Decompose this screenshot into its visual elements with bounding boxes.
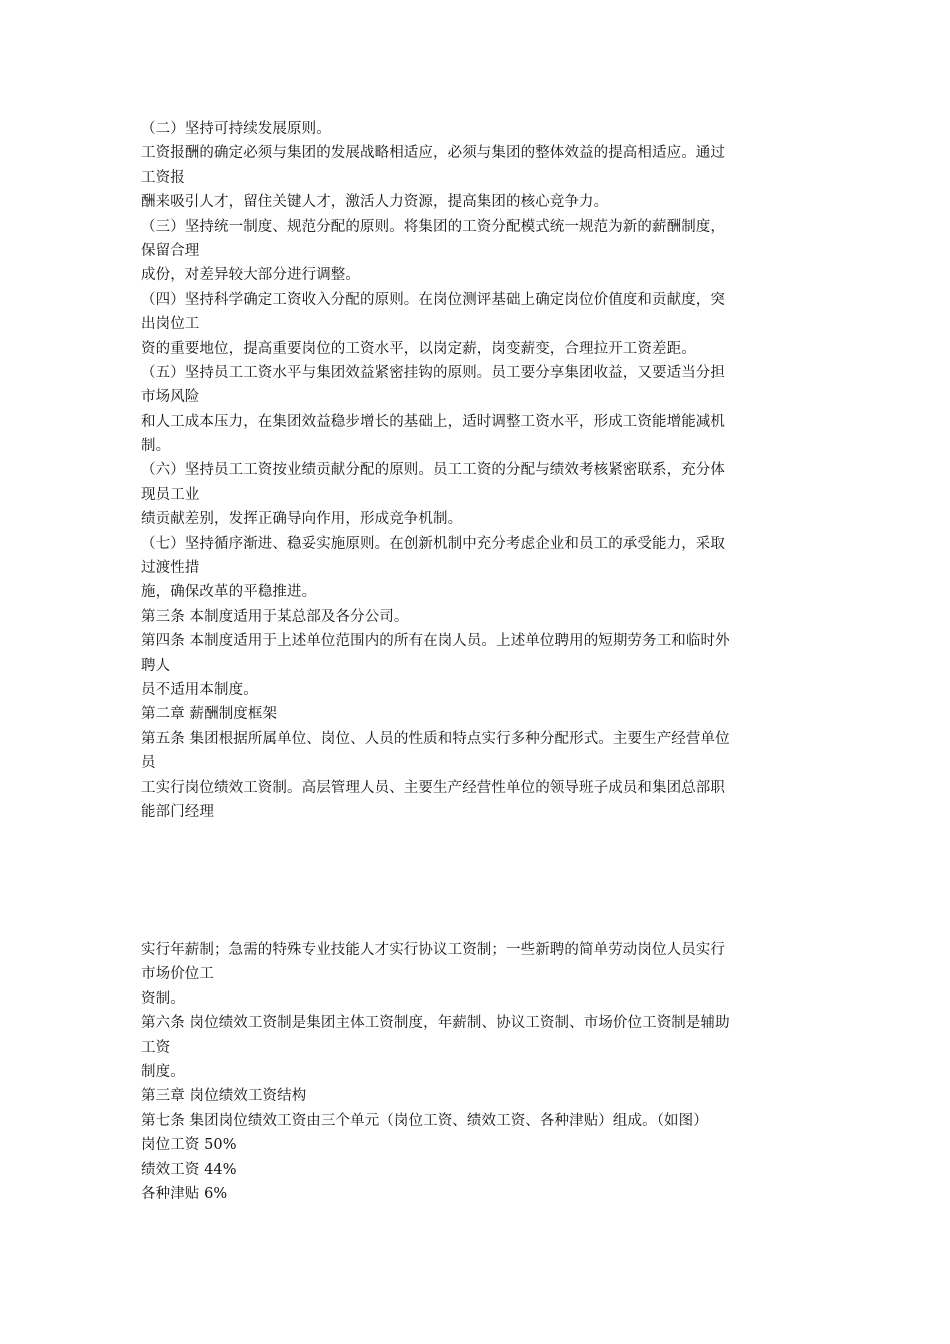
- text-line: 过渡性措: [141, 560, 200, 577]
- text-line: 工实行岗位绩效工资制。高层管理人员、主要生产经营性单位的领导班子成员和集团总部职: [141, 779, 725, 796]
- text-line: 制度。: [141, 1063, 185, 1080]
- text-line: 工资: [141, 1039, 171, 1056]
- text-line: 聘人: [141, 657, 171, 674]
- article-5: 第五条 集团根据所属单位、岗位、人员的性质和特点实行多种分配形式。主要生产经营单位: [141, 730, 730, 747]
- text-line: （四）坚持科学确定工资收入分配的原则。在岗位测评基础上确定岗位价值度和贡献度，突: [141, 291, 725, 308]
- text-line: 员: [141, 755, 156, 772]
- text-line: 施，确保改革的平稳推进。: [141, 584, 317, 601]
- text-line: 保留合理: [141, 242, 200, 259]
- text-line: 工资报酬的确定必须与集团的发展战略相适应，必须与集团的整体效益的提高相适应。通过: [141, 145, 725, 162]
- text-line: 成份，对差异较大部分进行调整。: [141, 267, 360, 284]
- text-line: （六）坚持员工工资按业绩贡献分配的原则。员工工资的分配与绩效考核紧密联系，充分体: [141, 462, 725, 479]
- text-line: 资制。: [141, 990, 185, 1007]
- text-line: 市场风险: [141, 389, 200, 406]
- text-line: 出岗位工: [141, 316, 200, 333]
- text-line: 资的重要地位，提高重要岗位的工资水平，以岗定薪，岗变薪变，合理拉开工资差距。: [141, 340, 696, 357]
- chapter-heading: 第二章 薪酬制度框架: [141, 706, 278, 723]
- salary-component-post: 岗位工资 50%: [141, 1137, 237, 1154]
- article-3: 第三条 本制度适用于某总部及各分公司。: [141, 608, 409, 625]
- article-6: 第六条 岗位绩效工资制是集团主体工资制度，年薪制、协议工资制、市场价位工资制是辅助: [141, 1015, 730, 1032]
- text-line: 制。: [141, 438, 171, 455]
- text-line: （七）坚持循序渐进、稳妥实施原则。在创新机制中充分考虑企业和员工的承受能力，采取: [141, 535, 725, 552]
- chapter-heading: 第三章 岗位绩效工资结构: [141, 1088, 307, 1105]
- text-line: 现员工业: [141, 486, 200, 503]
- salary-component-performance: 绩效工资 44%: [141, 1161, 237, 1178]
- article-7: 第七条 集团岗位绩效工资由三个单元（岗位工资、绩效工资、各种津贴）组成。（如图）: [141, 1112, 708, 1129]
- text-line: 实行年薪制；急需的特殊专业技能人才实行协议工资制；一些新聘的简单劳动岗位人员实行: [141, 942, 725, 958]
- text-line: 酬来吸引人才，留住关键人才，激活人力资源，提高集团的核心竞争力。: [141, 194, 609, 211]
- article-4: 第四条 本制度适用于上述单位范围内的所有在岗人员。上述单位聘用的短期劳务工和临时外: [141, 633, 730, 650]
- text-line: 和人工成本压力，在集团效益稳步增长的基础上，适时调整工资水平，形成工资能增能减机: [141, 413, 725, 430]
- text-block-upper: [141, 117, 821, 824]
- text-line: 市场价位工: [141, 966, 214, 983]
- text-line: 能部门经理: [141, 803, 214, 820]
- text-line: 员不适用本制度。: [141, 681, 258, 698]
- text-line: （五）坚持员工工资水平与集团效益紧密挂钩的原则。员工要分享集团收益，又要适当分担: [141, 364, 725, 381]
- text-block-lower: [141, 938, 821, 1206]
- text-line: 工资报: [141, 169, 185, 186]
- text-line: （二）坚持可持续发展原则。: [141, 121, 331, 137]
- text-line: （三）坚持统一制度、规范分配的原则。将集团的工资分配模式统一规范为新的薪酬制度，: [141, 218, 725, 235]
- text-line: 绩贡献差别，发挥正确导向作用，形成竞争机制。: [141, 511, 463, 528]
- salary-component-allowance: 各种津贴 6%: [141, 1185, 228, 1202]
